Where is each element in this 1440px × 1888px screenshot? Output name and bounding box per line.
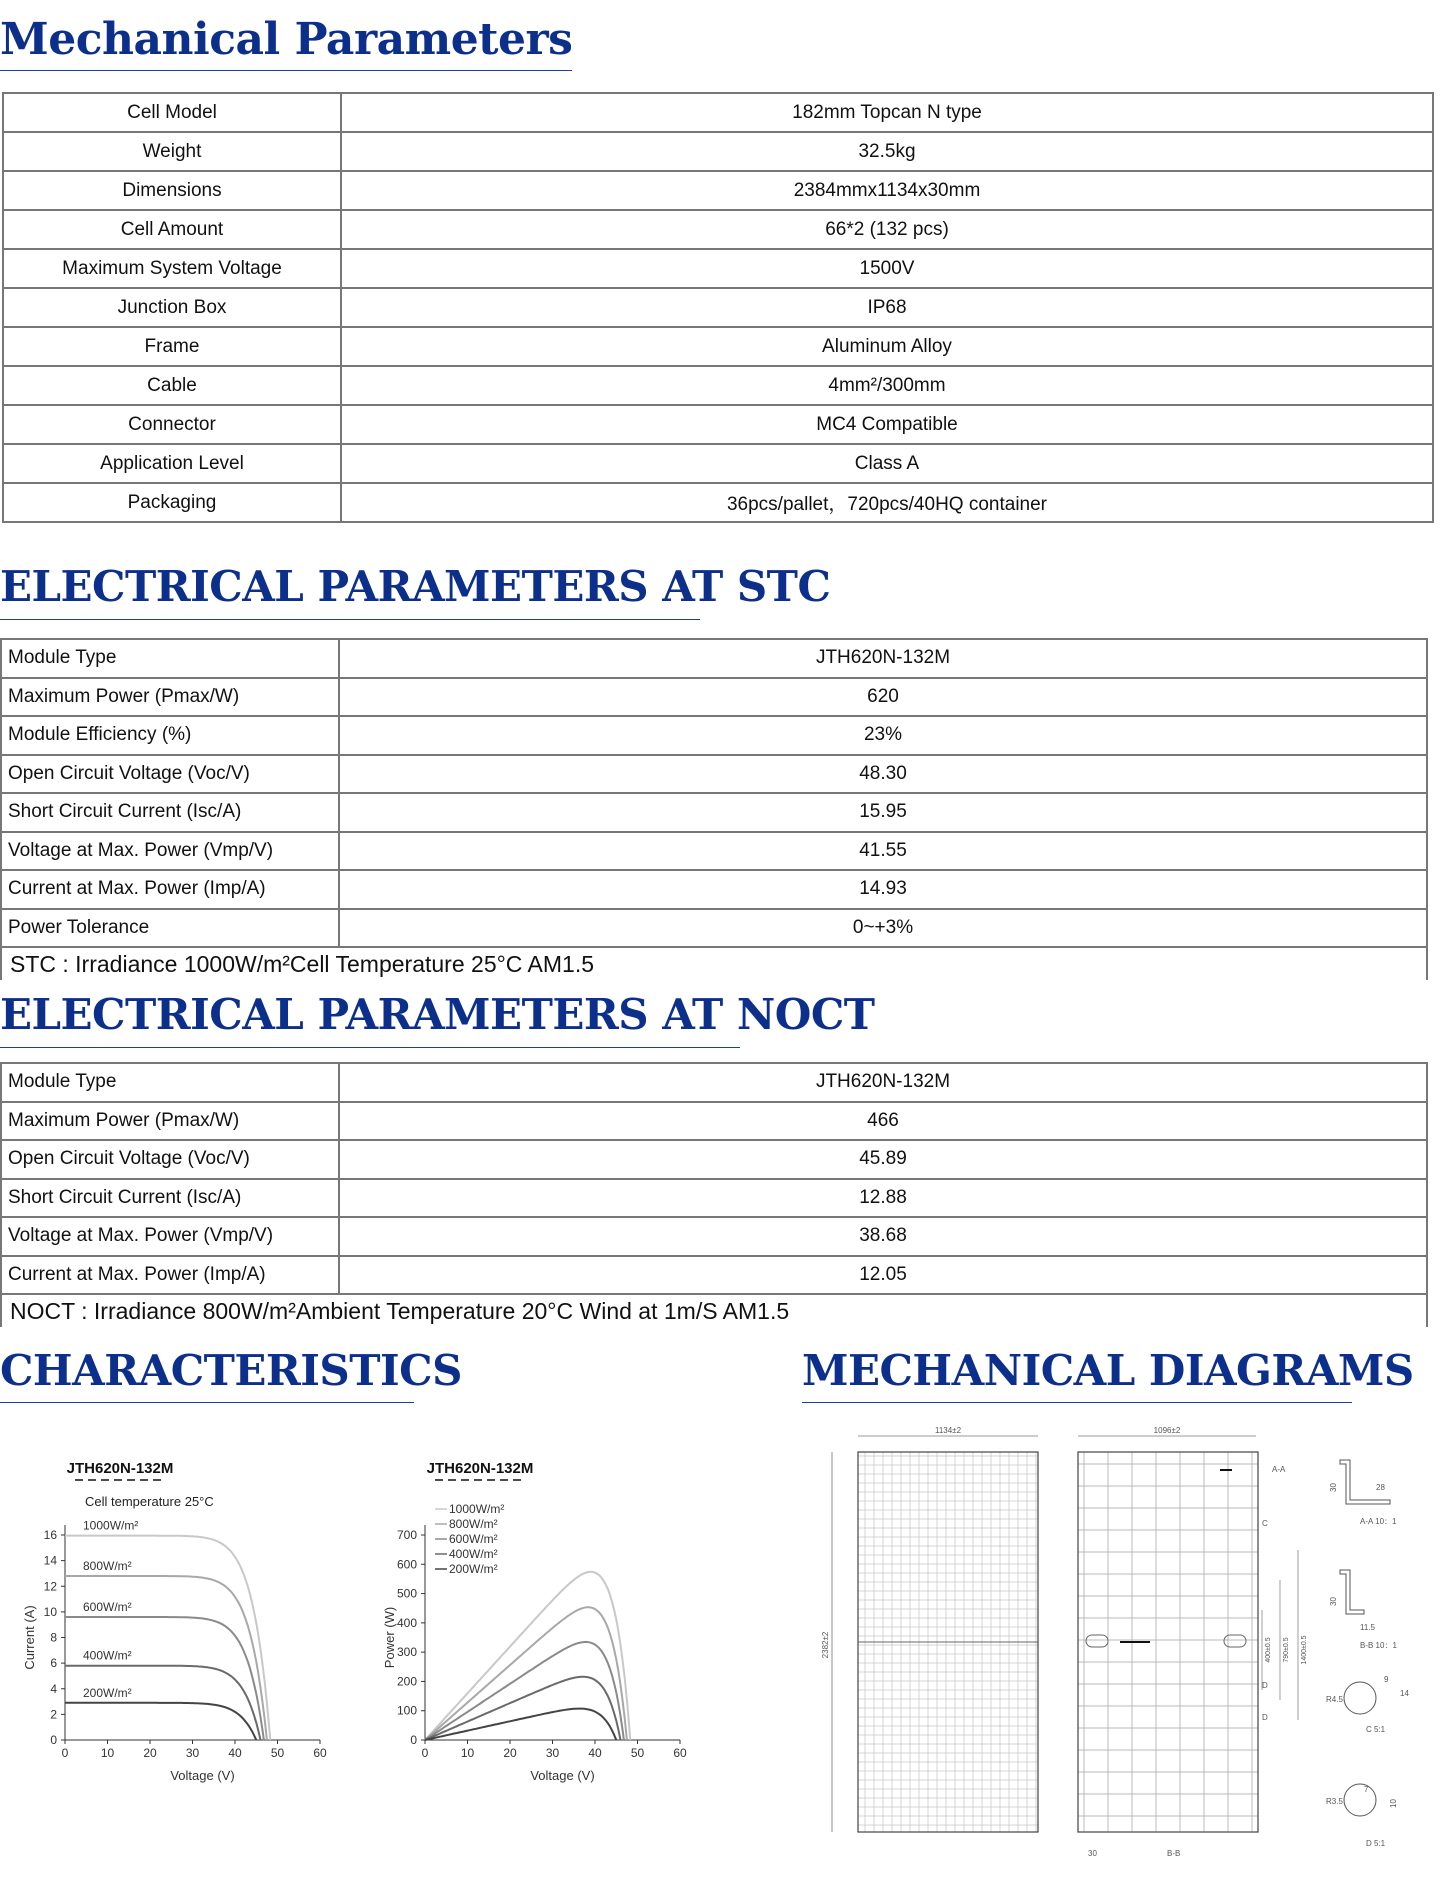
row-label: Module Efficiency (%) <box>1 716 339 755</box>
dim400-label: 400±0.5 <box>1265 1637 1272 1663</box>
chart-title: JTH620N-132M <box>66 1460 174 1477</box>
series-label: 400W/m² <box>83 1648 132 1663</box>
table-row <box>3 483 1433 522</box>
row-label: Voltage at Max. Power (Vmp/V) <box>1 832 339 871</box>
row-label: Current at Max. Power (Imp/A) <box>1 1256 339 1295</box>
y-axis-label: Current (A) <box>22 1605 37 1670</box>
y-tick-label: 400 <box>396 1615 417 1630</box>
chart-subtitle: Cell temperature 25°C <box>85 1494 214 1509</box>
row-value: 14.93 <box>339 870 1427 909</box>
aa-scale-label: A-A 10：1 <box>1360 1517 1397 1526</box>
mechanical-title-underline <box>0 70 572 71</box>
row-value: 0~+3% <box>339 909 1427 948</box>
y-tick-label: 0 <box>50 1733 57 1747</box>
table-row <box>3 288 1433 327</box>
bb-label: B-B <box>1167 1849 1181 1858</box>
series-label: 1000W/m² <box>83 1518 139 1533</box>
note-row <box>1 947 1427 980</box>
row-label: Application Level <box>3 444 341 483</box>
row-value: 1500V <box>341 249 1433 288</box>
x-tick-label: 40 <box>228 1746 242 1760</box>
row-label: Weight <box>3 132 341 171</box>
x-tick-label: 60 <box>673 1746 687 1760</box>
x-tick-label: 50 <box>270 1746 285 1760</box>
table-row <box>3 132 1433 171</box>
y-tick-label: 16 <box>43 1528 57 1542</box>
row-label: Packaging <box>3 483 341 522</box>
y-tick-label: 8 <box>50 1630 57 1645</box>
row-value: 48.30 <box>339 755 1427 794</box>
table-row <box>3 366 1433 405</box>
noct-title: ELECTRICAL PARAMETERS AT NOCT <box>0 990 875 1039</box>
table-row <box>1 832 1427 871</box>
row-value: 4mm²/300mm <box>341 366 1433 405</box>
y-tick-label: 200 <box>396 1674 417 1689</box>
row-value: 45.89 <box>339 1140 1427 1179</box>
series-line <box>425 1709 616 1740</box>
mechanical-table <box>2 92 1434 523</box>
x-tick-label: 40 <box>588 1746 602 1760</box>
y-tick-label: 0 <box>410 1733 417 1747</box>
x-tick-label: 10 <box>460 1746 475 1760</box>
row-label: Connector <box>3 405 341 444</box>
d-label: D <box>1262 1681 1268 1690</box>
iv-chart <box>20 1440 380 1800</box>
row-label: Cell Model <box>3 93 341 132</box>
table-row <box>1 793 1427 832</box>
dim14-label: 14 <box>1400 1689 1409 1698</box>
row-label: Current at Max. Power (Imp/A) <box>1 870 339 909</box>
test-conditions-note: NOCT : Irradiance 800W/m²Ambient Temperature 20°C Wind at 1m/S AM1.5 <box>1 1294 1427 1327</box>
table-row <box>1 639 1427 678</box>
table-row <box>1 678 1427 717</box>
row-value: 23% <box>339 716 1427 755</box>
table-row <box>1 870 1427 909</box>
row-label: Maximum System Voltage <box>3 249 341 288</box>
y-tick-label: 12 <box>43 1579 57 1594</box>
note-row <box>1 1294 1427 1327</box>
d2-label: D <box>1262 1713 1268 1722</box>
stc-title: ELECTRICAL PARAMETERS AT STC <box>0 562 831 611</box>
y-tick-label: 10 <box>43 1604 57 1619</box>
row-value: 38.68 <box>339 1217 1427 1256</box>
row-label: Voltage at Max. Power (Vmp/V) <box>1 1217 339 1256</box>
x-tick-label: 60 <box>313 1746 327 1760</box>
legend-label: 1000W/m² <box>449 1502 505 1516</box>
row-value: 66*2 (132 pcs) <box>341 210 1433 249</box>
row-label: Open Circuit Voltage (Voc/V) <box>1 755 339 794</box>
r35-label: R3.5 <box>1326 1797 1343 1806</box>
table-row <box>3 327 1433 366</box>
table-row <box>3 405 1433 444</box>
table-row <box>1 1063 1427 1102</box>
row-label: Power Tolerance <box>1 909 339 948</box>
row-value: IP68 <box>341 288 1433 327</box>
table-row <box>1 1256 1427 1295</box>
row-label: Cell Amount <box>3 210 341 249</box>
y-tick-label: 100 <box>396 1703 417 1718</box>
dim7-label: 7 <box>1364 1785 1369 1794</box>
row-value: 466 <box>339 1102 1427 1141</box>
y-tick-label: 14 <box>43 1553 57 1568</box>
x-tick-label: 0 <box>421 1746 429 1760</box>
dim28-label: 28 <box>1376 1483 1385 1492</box>
table-row <box>1 1140 1427 1179</box>
test-conditions-note: STC : Irradiance 1000W/m²Cell Temperature 25°C AM1.5 <box>1 947 1427 980</box>
row-value: 41.55 <box>339 832 1427 871</box>
series-label: 800W/m² <box>83 1559 132 1573</box>
row-label: Maximum Power (Pmax/W) <box>1 1102 339 1141</box>
d-scale-label: D 5:1 <box>1366 1839 1386 1848</box>
table-row <box>3 210 1433 249</box>
row-label: Short Circuit Current (Isc/A) <box>1 793 339 832</box>
y-tick-label: 4 <box>50 1681 57 1696</box>
table-row <box>3 249 1433 288</box>
row-value: 15.95 <box>339 793 1427 832</box>
front-width-label: 1134±2 <box>934 1426 962 1435</box>
row-value: MC4 Compatible <box>341 405 1433 444</box>
c-label: C <box>1262 1519 1268 1528</box>
series-label: 200W/m² <box>83 1685 132 1700</box>
legend-label: 200W/m² <box>449 1562 498 1576</box>
y-tick-label: 300 <box>396 1645 417 1660</box>
table-row <box>3 444 1433 483</box>
front-height-label: 2382±2 <box>821 1631 830 1659</box>
noct-title-underline <box>0 1047 740 1048</box>
row-label: Cable <box>3 366 341 405</box>
characteristics-underline <box>0 1402 414 1403</box>
y-tick-label: 500 <box>396 1586 417 1601</box>
noct-table <box>0 1062 1428 1327</box>
x-axis-label: Voltage (V) <box>530 1768 595 1783</box>
row-label: Dimensions <box>3 171 341 210</box>
characteristics-title: CHARACTERISTICS <box>0 1346 462 1395</box>
series-label: 600W/m² <box>83 1600 132 1614</box>
dim10-label: 10 <box>1389 1799 1398 1808</box>
diagrams-underline <box>802 1402 1352 1403</box>
row-label: Module Type <box>1 639 339 678</box>
legend-label: 600W/m² <box>449 1532 498 1546</box>
row-value: 2384mmx1134x30mm <box>341 171 1433 210</box>
x-tick-label: 20 <box>143 1746 157 1760</box>
chart-title: JTH620N-132M <box>426 1460 534 1477</box>
table-row <box>1 1179 1427 1218</box>
back-width-label: 1096±2 <box>1153 1426 1181 1435</box>
bb-scale-label: B-B 10：1 <box>1360 1641 1397 1650</box>
table-row <box>1 716 1427 755</box>
table-row <box>1 909 1427 948</box>
legend-label: 800W/m² <box>449 1517 498 1531</box>
mechanical-title: Mechanical Parameters <box>0 14 573 65</box>
y-tick-label: 2 <box>50 1707 57 1722</box>
back-view <box>1078 1426 1308 1858</box>
dim115-label: 11.5 <box>1360 1623 1375 1632</box>
row-label: Short Circuit Current (Isc/A) <box>1 1179 339 1218</box>
row-value: 12.05 <box>339 1256 1427 1295</box>
pv-chart <box>380 1440 740 1800</box>
front-view <box>821 1426 1038 1832</box>
x-tick-label: 30 <box>185 1746 200 1760</box>
x-tick-label: 10 <box>100 1746 115 1760</box>
table-row <box>3 171 1433 210</box>
row-label: Module Type <box>1 1063 339 1102</box>
x-tick-label: 30 <box>545 1746 560 1760</box>
dim30b-label: 30 <box>1329 1483 1338 1492</box>
series-line <box>425 1642 624 1740</box>
y-tick-label: 600 <box>396 1557 417 1572</box>
row-value: 182mm Topcan N type <box>341 93 1433 132</box>
x-tick-label: 50 <box>630 1746 645 1760</box>
row-value: 32.5kg <box>341 132 1433 171</box>
y-tick-label: 700 <box>396 1528 417 1542</box>
table-row <box>1 1102 1427 1141</box>
dim30c-label: 30 <box>1329 1597 1338 1606</box>
row-label: Frame <box>3 327 341 366</box>
table-row <box>1 1217 1427 1256</box>
row-value: Class A <box>341 444 1433 483</box>
legend-label: 400W/m² <box>449 1547 498 1561</box>
dim9-label: 9 <box>1384 1675 1389 1684</box>
x-tick-label: 0 <box>61 1746 69 1760</box>
row-value: 36pcs/pallet，720pcs/40HQ container <box>341 483 1433 522</box>
dim790-label: 790±0.5 <box>1283 1637 1290 1663</box>
row-value: 12.88 <box>339 1179 1427 1218</box>
diagrams-title: MECHANICAL DIAGRAMS <box>802 1346 1414 1395</box>
y-axis-label: Power (W) <box>382 1606 397 1669</box>
row-label: Open Circuit Voltage (Voc/V) <box>1 1140 339 1179</box>
stc-title-underline <box>0 619 700 620</box>
y-tick-label: 6 <box>50 1656 57 1671</box>
row-value: 620 <box>339 678 1427 717</box>
x-axis-label: Voltage (V) <box>170 1768 235 1783</box>
row-value: JTH620N-132M <box>339 1063 1427 1102</box>
aa-label: A-A <box>1272 1465 1286 1474</box>
mechanical-diagram <box>820 1420 1420 1860</box>
r45-label: R4.5 <box>1326 1695 1343 1704</box>
row-label: Junction Box <box>3 288 341 327</box>
c-scale-label: C 5:1 <box>1366 1725 1386 1734</box>
x-tick-label: 20 <box>503 1746 517 1760</box>
stc-table <box>0 638 1428 980</box>
section-details <box>1340 1460 1390 1816</box>
dim1400-label: 1400±0.5 <box>1301 1635 1308 1665</box>
table-row <box>1 755 1427 794</box>
table-row <box>3 93 1433 132</box>
row-value: JTH620N-132M <box>339 639 1427 678</box>
dim30-label: 30 <box>1088 1849 1097 1858</box>
series-line <box>65 1703 256 1740</box>
row-label: Maximum Power (Pmax/W) <box>1 678 339 717</box>
row-value: Aluminum Alloy <box>341 327 1433 366</box>
